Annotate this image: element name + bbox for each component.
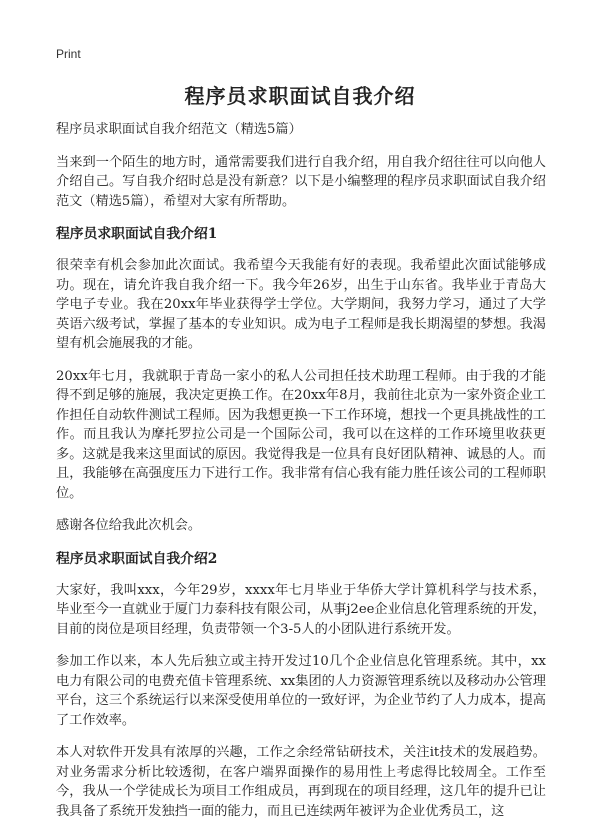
paragraph: 大家好，我叫xxx，今年29岁，xxxx年七月毕业于华侨大学计算机科学与技术系，毕业至今一直就业于厦门力泰科技有限公司，从事j2ee企业信息化管理系统的开发，目前的岗位是项目经理，负责带领一个3-5人的小团队进行系统开发。: [56, 582, 546, 637]
section-heading: 程序员求职面试自我介绍2: [56, 550, 218, 567]
subtitle: 程序员求职面试自我介绍范文（精选5篇）: [56, 122, 302, 137]
page-title: 程序员求职面试自我介绍: [184, 84, 416, 108]
paragraph: 本人对软件开发具有浓厚的兴趣，工作之余经常钻研技术，关注it技术的发展趋势。对业务需求分析比较透彻，在客户端界面操作的易用性上考虑得比较周全。工作至今，我从一个学徒成长为项目工作组成员，再到现在的项目经理，这几年的提升已让我具备了系统开发独挡一面的能力，而且已连续两年被评为企业优秀员工，这: [56, 745, 546, 819]
intro-paragraph: 当来到一个陌生的地方时，通常需要我们进行自我介绍，用自我介绍往往可以向他人介绍自己。写自我介绍时总是没有新意？以下是小编整理的程序员求职面试自我介绍范文（精选5篇），希望对大家有所帮助。: [56, 154, 546, 209]
paragraph: 很荣幸有机会参加此次面试。我希望今天我能有好的表现。我希望此次面试能够成功。现在，请允许我自我介绍一下。我今年26岁，出生于山东省。我毕业于青岛大学电子专业。我在20xx年毕业获得学士学位。大学期间，我努力学习，通过了大学英语六级考试，掌握了基本的专业知识。成为电子工程师是我长期渴望的梦想。我渴望有机会施展我的才能。: [56, 258, 546, 351]
article-body: [56, 120, 546, 834]
paragraph: 参加工作以来，本人先后独立或主持开发过10几个企业信息化管理系统。其中，xx电力有限公司的电费充值卡管理系统、xx集团的人力资源管理系统以及移动办公管理平台，这三个系统运行以来深受使用单位的一致好评，为企业节约了人力成本，提高了工作效率。: [56, 654, 546, 728]
paragraph: 感谢各位给我此次机会。: [56, 518, 202, 533]
paragraph: 20xx年七月，我就职于青岛一家小的私人公司担任技术助理工程师。由于我的才能得不到足够的施展，我决定更换工作。在20xx年8月，我前往北京为一家外资企业工作担任自动软件测试工程师。因为我想更换一下工作环境，想找一个更具挑战性的工作。而且我认为摩托罗拉公司是一个国际公司，我可以在这样的工作环境里收获更多。这就是我来这里面试的原因。我觉得我是一位具有良好团队精神、诚恳的人。而且，我能够在高强度压力下进行工作。我非常有信心我有能力胜任该公司的工程师职位。: [56, 368, 546, 501]
section-heading: 程序员求职面试自我介绍1: [56, 226, 218, 242]
print-link[interactable]: Print: [56, 47, 81, 61]
